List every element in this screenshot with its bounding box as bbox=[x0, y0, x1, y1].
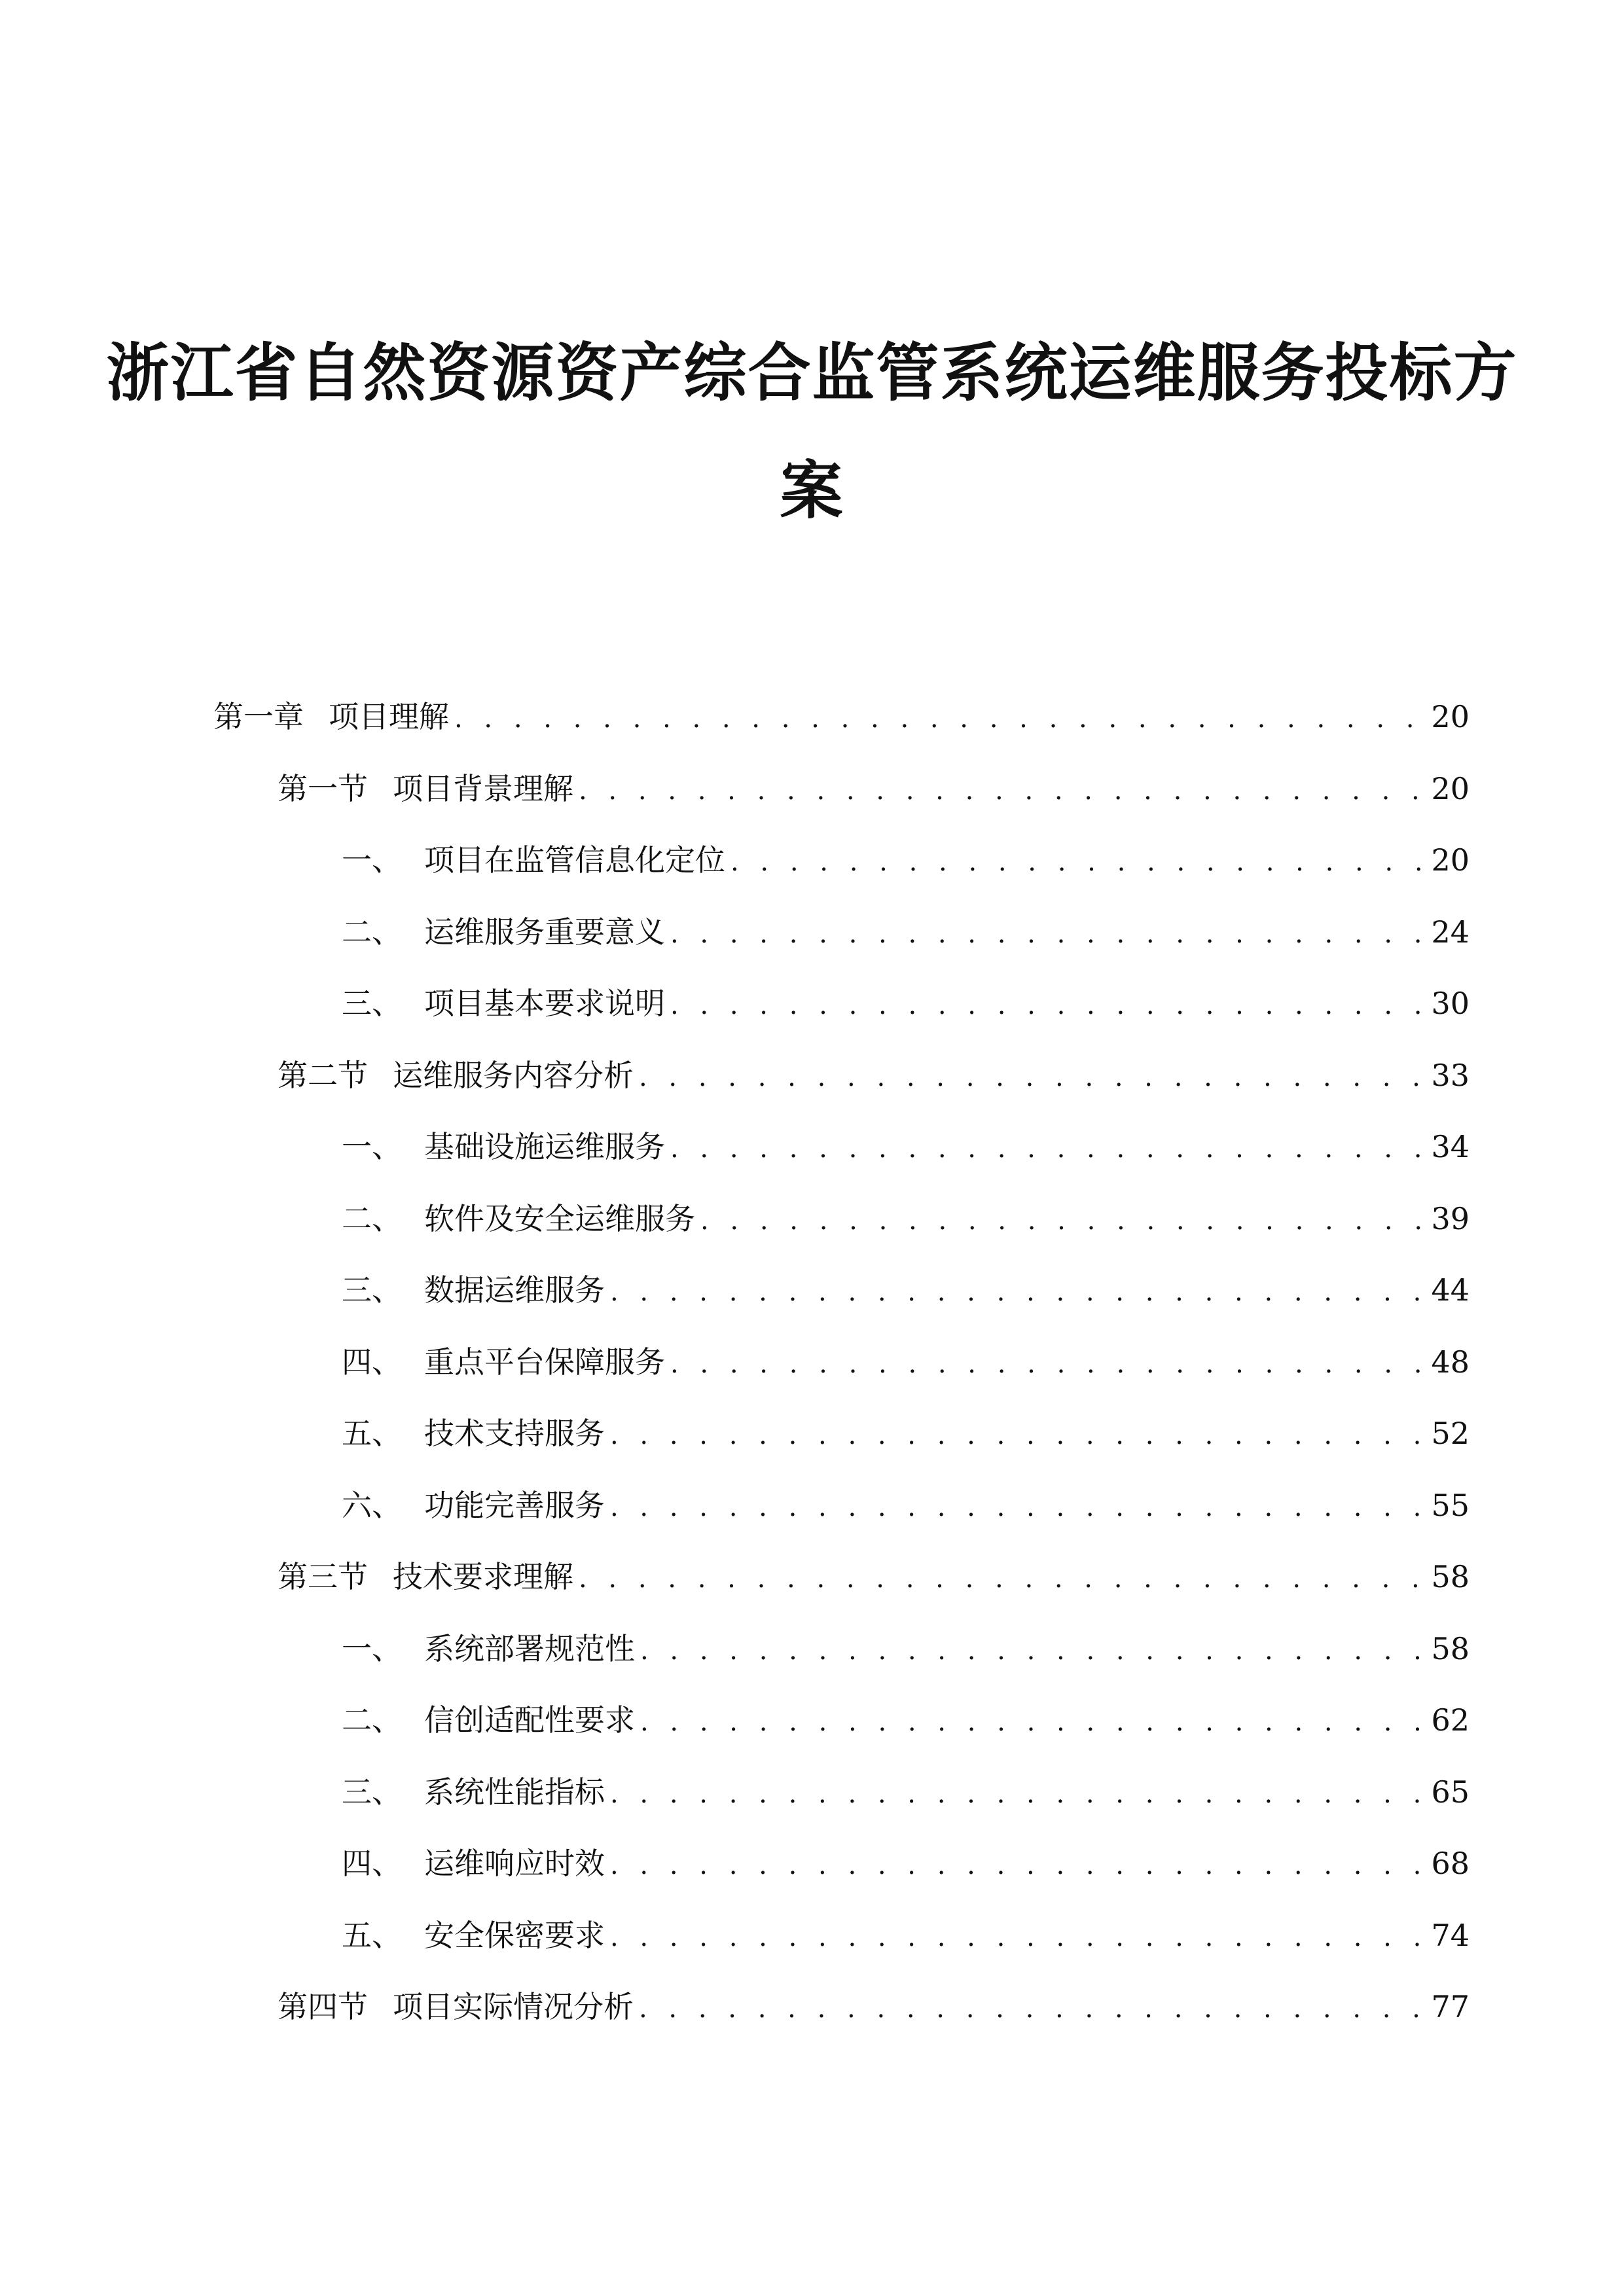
toc-entry-number: 第一章 bbox=[213, 699, 304, 734]
toc-entry-label: 项目背景理解 bbox=[393, 771, 573, 806]
toc-entry-label: 功能完善服务 bbox=[424, 1488, 605, 1523]
toc-entry[interactable] bbox=[342, 980, 1470, 1026]
toc-dot-leader bbox=[670, 1126, 1422, 1172]
toc-entry-number: 六、 bbox=[342, 1488, 402, 1523]
toc-entry[interactable] bbox=[342, 1339, 1470, 1385]
toc-entry-label: 基础设施运维服务 bbox=[424, 1129, 665, 1164]
toc-entry-page: 39 bbox=[1431, 1201, 1470, 1236]
toc-entry-page: 68 bbox=[1431, 1846, 1470, 1881]
toc-entry[interactable] bbox=[278, 1984, 1470, 2030]
toc-entry-label: 数据运维服务 bbox=[424, 1272, 605, 1308]
toc-entry-label: 软件及安全运维服务 bbox=[424, 1201, 695, 1236]
document-title-line-2: 案 bbox=[780, 454, 844, 528]
toc-entry[interactable] bbox=[342, 1482, 1470, 1528]
toc-entry[interactable] bbox=[342, 837, 1470, 883]
toc-entry[interactable] bbox=[342, 1697, 1470, 1743]
toc-entry-page: 20 bbox=[1431, 842, 1470, 878]
toc-entry-page: 48 bbox=[1431, 1344, 1470, 1380]
toc-entry-page: 58 bbox=[1431, 1559, 1470, 1594]
toc-dot-leader bbox=[610, 1412, 1422, 1458]
toc-entry-page: 33 bbox=[1431, 1058, 1470, 1093]
toc-entry-label: 运维服务重要意义 bbox=[424, 914, 665, 950]
toc-entry[interactable] bbox=[342, 1769, 1470, 1815]
toc-dot-leader bbox=[454, 696, 1422, 742]
toc-entry[interactable] bbox=[278, 1554, 1470, 1600]
toc-entry-page: 55 bbox=[1431, 1488, 1470, 1523]
toc-dot-leader bbox=[640, 1628, 1422, 1674]
toc-entry-number: 五、 bbox=[342, 1918, 402, 1953]
toc-entry-page: 77 bbox=[1431, 1989, 1470, 2024]
toc-entry-label: 系统性能指标 bbox=[424, 1774, 605, 1810]
toc-entry-number: 一、 bbox=[342, 1129, 402, 1164]
toc-dot-leader bbox=[731, 839, 1422, 885]
toc-entry[interactable] bbox=[342, 1267, 1470, 1313]
toc-entry-label: 重点平台保障服务 bbox=[424, 1344, 665, 1380]
toc-dot-leader bbox=[639, 1054, 1422, 1100]
toc-dot-leader bbox=[610, 1914, 1422, 1960]
toc-entry[interactable] bbox=[342, 1410, 1470, 1456]
toc-entry-label: 项目实际情况分析 bbox=[393, 1989, 634, 2024]
toc-dot-leader bbox=[670, 982, 1422, 1028]
toc-entry-page: 52 bbox=[1431, 1416, 1470, 1451]
toc-entry-number: 第一节 bbox=[278, 771, 368, 806]
toc-entry-page: 20 bbox=[1431, 771, 1470, 806]
toc-entry[interactable] bbox=[342, 1626, 1470, 1672]
toc-entry-label: 系统部署规范性 bbox=[424, 1631, 635, 1666]
toc-entry-page: 65 bbox=[1431, 1774, 1470, 1810]
toc-entry[interactable] bbox=[342, 1840, 1470, 1886]
toc-entry[interactable] bbox=[342, 1124, 1470, 1170]
toc-entry-page: 24 bbox=[1431, 914, 1470, 950]
toc-entry-number: 二、 bbox=[342, 914, 402, 950]
toc-entry-page: 44 bbox=[1431, 1272, 1470, 1308]
toc-entry-label: 信创适配性要求 bbox=[424, 1702, 635, 1738]
toc-dot-leader bbox=[579, 768, 1422, 814]
toc-entry[interactable] bbox=[342, 909, 1470, 955]
toc-entry-number: 一、 bbox=[342, 1631, 402, 1666]
toc-entry-label: 安全保密要求 bbox=[424, 1918, 605, 1953]
toc-entry[interactable] bbox=[342, 1912, 1470, 1958]
toc-entry-page: 34 bbox=[1431, 1129, 1470, 1164]
toc-entry-label: 项目在监管信息化定位 bbox=[424, 842, 725, 878]
toc-entry-number: 四、 bbox=[342, 1344, 402, 1380]
toc-entry-label: 项目理解 bbox=[329, 699, 449, 734]
toc-entry[interactable] bbox=[278, 1052, 1470, 1098]
toc-entry-page: 74 bbox=[1431, 1918, 1470, 1953]
toc-dot-leader bbox=[579, 1556, 1422, 1602]
toc-entry[interactable] bbox=[213, 694, 1470, 740]
toc-entry-page: 58 bbox=[1431, 1631, 1470, 1666]
toc-dot-leader bbox=[610, 1269, 1422, 1315]
toc-entry-number: 第三节 bbox=[278, 1559, 368, 1594]
toc-dot-leader bbox=[610, 1771, 1422, 1817]
toc-entry-number: 二、 bbox=[342, 1702, 402, 1738]
toc-entry-label: 技术要求理解 bbox=[393, 1559, 573, 1594]
toc-entry-page: 30 bbox=[1431, 986, 1470, 1021]
toc-dot-leader bbox=[670, 1341, 1422, 1387]
toc-entry-number: 二、 bbox=[342, 1201, 402, 1236]
toc-entry-number: 五、 bbox=[342, 1416, 402, 1451]
toc-entry-label: 项目基本要求说明 bbox=[424, 986, 665, 1021]
toc-entry[interactable] bbox=[342, 1196, 1470, 1242]
toc-dot-leader bbox=[639, 1986, 1422, 2032]
toc-entry-label: 运维服务内容分析 bbox=[393, 1058, 634, 1093]
toc-entry-label: 技术支持服务 bbox=[424, 1416, 605, 1451]
toc-entry-number: 三、 bbox=[342, 1774, 402, 1810]
toc-entry-page: 62 bbox=[1431, 1702, 1470, 1738]
toc-dot-leader bbox=[670, 911, 1422, 957]
toc-entry-number: 三、 bbox=[342, 986, 402, 1021]
toc-entry-number: 四、 bbox=[342, 1846, 402, 1881]
toc-entry-label: 运维响应时效 bbox=[424, 1846, 605, 1881]
toc-entry-number: 第四节 bbox=[278, 1989, 368, 2024]
toc-entry-number: 三、 bbox=[342, 1272, 402, 1308]
toc-entry-number: 第二节 bbox=[278, 1058, 368, 1093]
toc-entry[interactable] bbox=[278, 766, 1470, 812]
toc-dot-leader bbox=[640, 1699, 1422, 1745]
toc-dot-leader bbox=[610, 1484, 1422, 1530]
toc-entry-page: 20 bbox=[1431, 699, 1470, 734]
document-title-line-1: 浙江省自然资源资产综合监管系统运维服务投标方 bbox=[106, 336, 1518, 410]
toc-entry-number: 一、 bbox=[342, 842, 402, 878]
toc-dot-leader bbox=[610, 1842, 1422, 1888]
toc-dot-leader bbox=[700, 1198, 1422, 1244]
